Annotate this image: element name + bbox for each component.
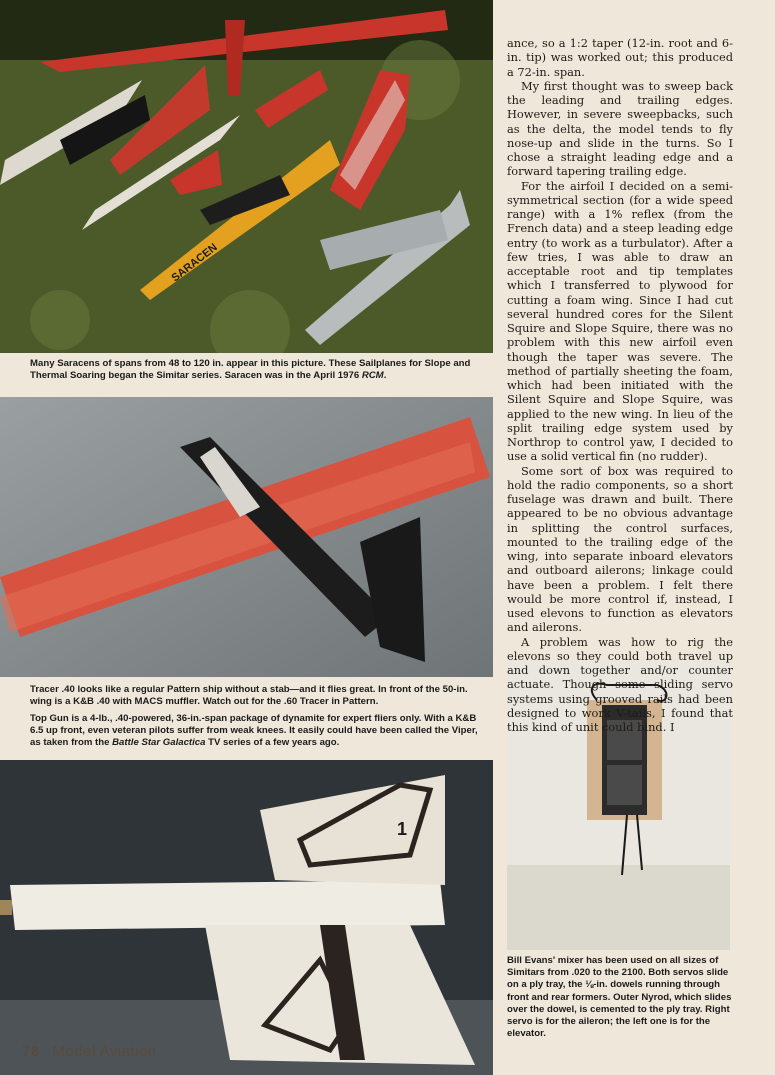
saracen-marking: SARACEN <box>169 241 220 285</box>
tracer-photo <box>0 397 493 677</box>
page-number: 78 <box>22 1043 40 1060</box>
article-column <box>507 36 733 734</box>
article-paragraph: For the airfoil I decided on a semi-symmetrical section (for a wide speed range) with a 1% reflex (from the French data) and a steep leading edge entry (to work as a turbulator). After a few tries, I was able to draw an acceptable root and tip templates which I transferred to plywood for cutting a foam wing. Since I had cut several hundred cores for the Silent Squire and Slope Squire, there was no problem with this new airfoil even though the taper was severe. The method of partially sheeting the foam, which had been initiated with the Silent Squire and Slope Squire, was applied to the new wing. In lieu of the split trailing edge system used by Northrop to control yaw, I decided to use a solid vertical fin (no rudder). <box>507 178 733 464</box>
article-paragraph: My first thought was to sweep back the leading and trailing edges. However, in severe sweepbacks, such as the delta, the model tends to fly nose-up and slide in the turns. So I chose a straight leading edge and a forward tapering trailing edge. <box>507 78 733 179</box>
article-paragraph: A problem was how to rig the elevons so they could both travel up and down together and/or counter actuate. Though some sliding servo systems using grooved rails had been designed to work V-tails, I found that this kind of unit could bind. I <box>507 634 733 734</box>
article-paragraph: ance, so a 1:2 taper (12-in. root and 6-in. tip) was worked out; this produced a 72-in. span. <box>507 36 733 79</box>
topgun-caption: Top Gun is a 4-lb., .40-powered, 36-in.-span package of dynamite for expert fliers only. With a K&B 6.5 up front, even veteran pilots suffer from weak knees. It easily could have been called the Viper, as taken from the Battle Star Galactica TV series of a few years ago. <box>30 713 478 749</box>
article-paragraph: Some sort of box was required to hold the radio components, so a short fuselage was drawn and built. There appeared to be no obvious advantage in splitting the control surfaces, mounted to the trailing edge of the wing, into separate inboard elevators and outboard ailerons; linkage could have been a problem. I felt there would be more control if, instead, I used elevons to function as elevators and ailerons. <box>507 463 733 635</box>
tracer-caption: Tracer .40 looks like a regular Pattern ship without a stab—and it flies great. In front of the 50-in. wing is a K&B .40 with MACS muffler. Watch out for the .60 Tracer in Pattern. <box>30 684 468 708</box>
page-footer <box>22 1043 157 1060</box>
mixer-caption: Bill Evans' mixer has been used on all sizes of Simitars from .020 to the 2100. Both servos slide on a ply tray, the ⅛-in. dowels running through front and rear formers. Outer Nyrod, which slides over the dowel, is cemented to the ply tray. Right servo is for the aileron; the left one is for the elevator. <box>507 955 732 1040</box>
topgun-photo <box>0 760 493 1075</box>
saracen-photo <box>0 0 493 353</box>
magazine-name: Model Aviation <box>52 1043 157 1060</box>
saracen-caption: Many Saracens of spans from 48 to 120 in. appear in this picture. These Sailplanes for Slope and Thermal Soaring began the Simitar series. Saracen was in the April 1976 RCM. <box>30 358 471 382</box>
fin-number: 1 <box>397 819 408 839</box>
